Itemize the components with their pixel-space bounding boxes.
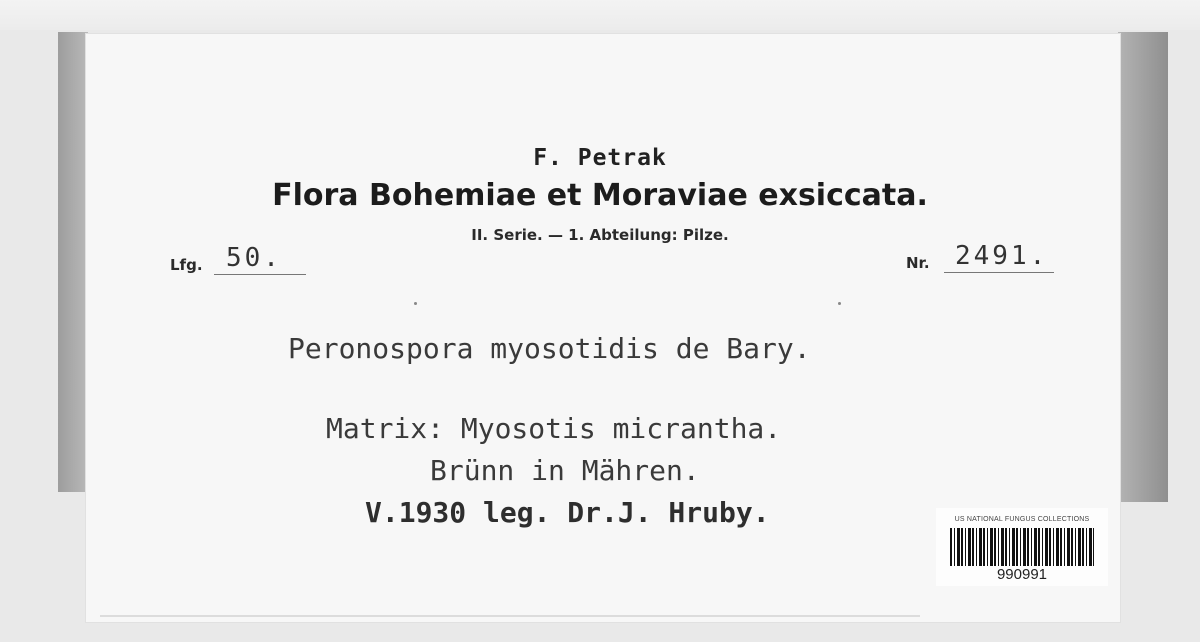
matrix-host: Matrix: Myosotis micrantha. <box>326 412 782 445</box>
paper-speck <box>414 302 417 305</box>
species-name: Peronospora myosotidis de Bary. <box>288 332 811 365</box>
right-shadow-edge <box>1118 32 1168 502</box>
barcode-label <box>936 508 1108 586</box>
lfg-label: Lfg. <box>170 256 203 274</box>
backdrop <box>0 0 1200 30</box>
series-title: Flora Bohemiae et Moraviae exsiccata. <box>272 178 928 213</box>
lfg-value: 50. <box>226 243 282 273</box>
nr-label: Nr. <box>906 254 930 272</box>
barcode-icon <box>950 528 1094 566</box>
card-bottom-edge <box>100 615 920 617</box>
date-and-collector: V.1930 leg. Dr.J. Hruby. <box>365 496 770 529</box>
paper-speck <box>838 302 841 305</box>
subseries-text: II. Serie. — 1. Abteilung: Pilze. <box>471 226 729 244</box>
nr-value: 2491. <box>955 241 1049 271</box>
lfg-underline <box>214 274 306 275</box>
locality: Brünn in Mähren. <box>430 454 700 487</box>
left-shadow-edge <box>58 32 88 492</box>
barcode-number: 990991 <box>996 566 1048 583</box>
collector-name: F. Petrak <box>533 145 667 171</box>
barcode-organization: US NATIONAL FUNGUS COLLECTIONS <box>954 516 1090 523</box>
nr-underline <box>944 272 1054 273</box>
